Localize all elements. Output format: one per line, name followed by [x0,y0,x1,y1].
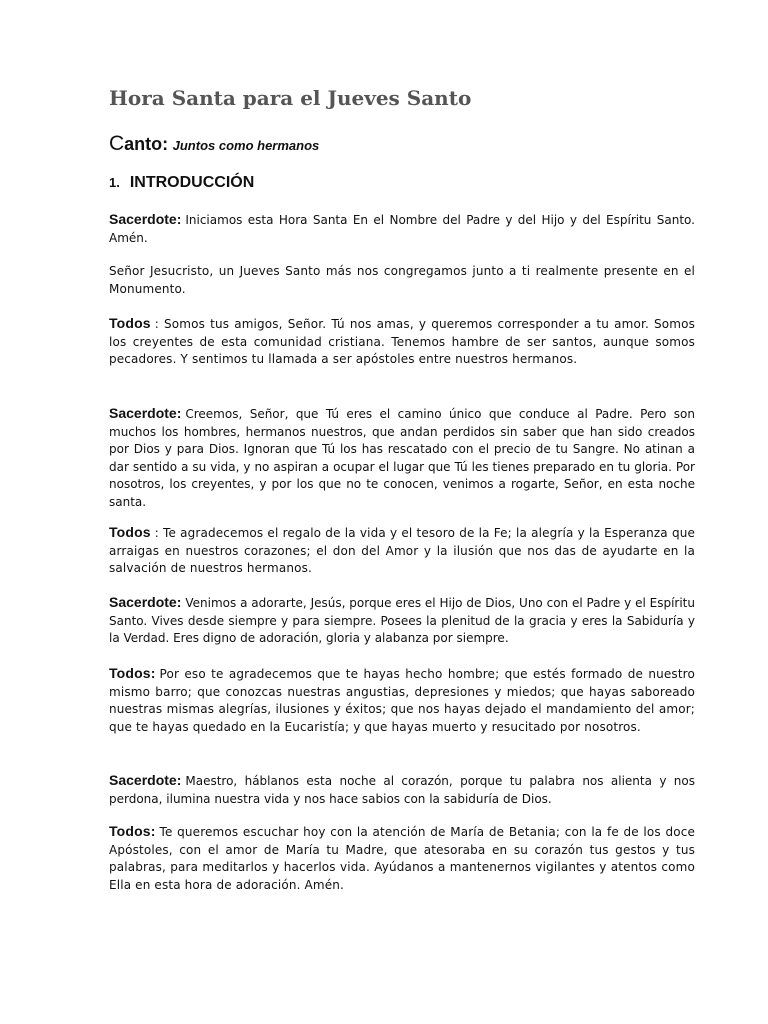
speaker-label: Sacerdote: [109,405,182,421]
document-title: Hora Santa para el Jueves Santo [109,86,472,110]
section-heading [109,174,254,192]
speaker-label: Todos: [109,823,156,839]
paragraph-sacerdote-2 [109,405,695,512]
speaker-label: Sacerdote: [109,594,182,610]
paragraph-text: : Te agradecemos el regalo de la vida y el tesoro de la Fe; la alegría y la Esperanza que arraigas en nuestros corazones; el don del Amor y la ilusión que nos das de ayudarte en la salvación de nuestros hermanos. [109,526,695,576]
paragraph-text: Maestro, háblanos esta noche al corazón, porque tu palabra nos alienta y nos perdona, ilumina nuestra vida y nos hace sabios con la sabiduría de Dios. [109,774,695,806]
speaker-label: Sacerdote: [109,211,182,227]
paragraph-text: Te queremos escuchar hoy con la atención de María de Betania; con la fe de los doce Apóstoles, con el amor de María tu Madre, que atesoraba en su corazón tus gestos y tus palabras, para meditarlos y hacerlos vida. Ayúdanos a mantenernos vigilantes y atentos como Ella en esta hora de adoración. Amén. [109,825,695,892]
paragraph-todos-4 [109,823,695,894]
canto-initial: C [109,132,125,155]
paragraph-sacerdote-4 [109,772,695,808]
speaker-label: Sacerdote: [109,772,182,788]
paragraph-todos-1 [109,315,695,369]
speaker-label: Todos [109,315,151,331]
canto-line [109,132,319,156]
canto-label [109,134,168,154]
speaker-label: Todos: [109,665,156,681]
paragraph-text: Iniciamos esta Hora Santa En el Nombre del Padre y del Hijo y del Espíritu Santo. Amén. [109,213,695,245]
paragraph-text: : Somos tus amigos, Señor. Tú nos amas, y queremos corresponder a tu amor. Somos los creyentes de esta comunidad cristiana. Tenemos hambre de ser santos, aunque somos pecadores. Y sentimos tu llamada a ser apóstoles entre nuestros hermanos. [109,317,695,367]
paragraph-todos-2 [109,524,695,578]
canto-song-title: Juntos como hermanos [172,138,320,153]
speaker-label: Todos [109,524,151,540]
canto-label-rest: anto: [124,134,169,154]
paragraph-sacerdote-1 [109,211,695,247]
paragraph-text: Señor Jesucristo, un Jueves Santo más nos congregamos junto a ti realmente presente en el Monumento. [109,264,695,296]
section-title: INTRODUCCIÓN [129,174,255,191]
paragraph-text: Venimos a adorarte, Jesús, porque eres el Hijo de Dios, Uno con el Padre y el Espíritu Santo. Vives desde siempre y para siempre. Posees la plenitud de la gracia y eres la Sabiduría y la Verdad. Eres digno de adoración, gloria y alabanza por siempre. [109,596,695,646]
paragraph-text: Por eso te agradecemos que te hayas hecho hombre; que estés formado de nuestro mismo barro; que conozcas nuestras angustias, depresiones y miedos; que hayas saboreado nuestras mismas alegrías, ilusiones y éxitos; que nos hayas dejado el mandamiento del amor; que te hayas quedado en la Eucaristía; y que hayas muerto y resucitado por nosotros. [109,667,695,734]
paragraph-sacerdote-3 [109,594,695,648]
paragraph-text: Creemos, Señor, que Tú eres el camino único que conduce al Padre. Pero son muchos los hombres, hermanos nuestros, que andan perdidos sin saber que han sido creados por Dios y para Dios. Ignoran que Tú los has rescatado con el precio de tu Sangre. No atinan a dar sentido a su vida, y no aspiran a ocupar el lugar que Tú les tienes preparado en tu gloria. Por nosotros, los creyentes, y por los que no te conocen, venimos a rogarte, Señor, en esta noche santa. [109,407,695,509]
paragraph-todos-3 [109,665,695,736]
section-number: 1. [109,175,120,190]
paragraph-intro [109,263,695,298]
